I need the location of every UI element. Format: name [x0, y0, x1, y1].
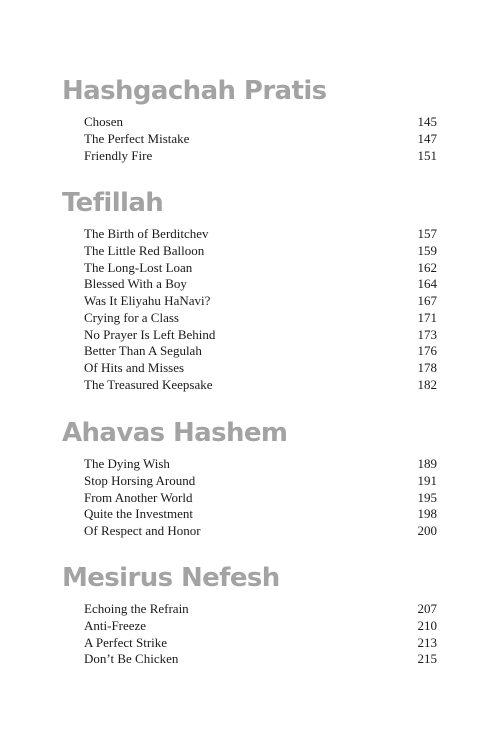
toc-entry [84, 114, 437, 131]
entry-title: The Perfect Mistake [84, 130, 190, 146]
entry-title: The Birth of Berditchev [84, 226, 209, 241]
entry-page-number: 178 [417, 360, 437, 375]
entry-title: Blessed With a Boy [84, 276, 187, 292]
entry-title: Don’t Be Chicken [84, 651, 179, 667]
toc-entry [84, 601, 437, 618]
entry-page-number: 210 [417, 617, 437, 633]
entry-title: The Dying Wish [84, 456, 170, 471]
entry-page-number: 151 [417, 147, 437, 163]
entry-page-number: 167 [417, 293, 437, 308]
entry-title: The Long-Lost Loan [84, 259, 193, 275]
entry-page-number: 145 [417, 114, 437, 129]
toc-entry [84, 260, 437, 277]
toc-entry [84, 377, 437, 394]
toc-entry [84, 327, 437, 344]
entry-page-number: 215 [417, 651, 437, 667]
toc-entry [84, 148, 437, 165]
toc-entry [84, 490, 437, 507]
toc-entry [84, 523, 437, 540]
entry-page-number: 173 [417, 326, 437, 342]
toc-entry [84, 618, 437, 635]
entry-page-number: 198 [417, 506, 437, 522]
toc-entry [84, 456, 437, 473]
entry-page-number: 176 [417, 343, 437, 359]
toc-entry [84, 310, 437, 327]
entry-page-number: 164 [417, 276, 437, 292]
toc-entry [84, 131, 437, 148]
entry-title: Of Respect and Honor [84, 523, 201, 538]
entry-title: A Perfect Strike [84, 634, 168, 650]
entry-title: The Treasured Keepsake [84, 376, 213, 392]
entry-page-number: 147 [417, 130, 437, 146]
toc-entry [84, 226, 437, 243]
entry-title: The Little Red Balloon [84, 242, 205, 258]
toc-entry-list [84, 226, 437, 394]
entry-page-number: 159 [417, 242, 437, 258]
entry-page-number: 157 [417, 226, 437, 241]
section-heading: Ahavas Hashem [62, 418, 288, 448]
section-heading: Hashgachah Pratis [62, 76, 327, 106]
toc-entry-list [84, 114, 437, 164]
entry-page-number: 162 [417, 259, 437, 275]
toc-entry [84, 635, 437, 652]
entry-title: Anti-Freeze [84, 617, 147, 633]
entry-title: Quite the Investment [84, 506, 194, 522]
toc-entry [84, 360, 437, 377]
entry-page-number: 195 [417, 489, 437, 505]
entry-title: Was It Eliyahu HaNavi? [84, 293, 211, 308]
entry-page-number: 200 [417, 523, 437, 538]
toc-entry [84, 651, 437, 668]
entry-page-number: 207 [417, 601, 437, 616]
entry-title: Chosen [84, 114, 123, 129]
toc-entry-list [84, 601, 437, 668]
entry-title: Of Hits and Misses [84, 360, 185, 375]
entry-page-number: 189 [417, 456, 437, 471]
entry-title: Echoing the Refrain [84, 601, 189, 616]
entry-title: Better Than A Segulah [84, 343, 202, 359]
toc-entry [84, 506, 437, 523]
entry-page-number: 171 [417, 309, 437, 325]
toc-entry-list [84, 456, 437, 540]
entry-title: Crying for a Class [84, 309, 179, 325]
section-heading: Mesirus Nefesh [62, 563, 280, 593]
entry-title: Stop Horsing Around [84, 472, 196, 488]
toc-entry [84, 473, 437, 490]
toc-entry [84, 276, 437, 293]
entry-page-number: 213 [417, 634, 437, 650]
entry-page-number: 191 [417, 472, 437, 488]
section-heading: Tefillah [62, 188, 164, 218]
entry-page-number: 182 [417, 376, 437, 392]
entry-title: From Another World [84, 489, 193, 505]
toc-entry [84, 343, 437, 360]
entry-title: No Prayer Is Left Behind [84, 326, 216, 342]
toc-entry [84, 293, 437, 310]
entry-title: Friendly Fire [84, 147, 153, 163]
toc-entry [84, 243, 437, 260]
